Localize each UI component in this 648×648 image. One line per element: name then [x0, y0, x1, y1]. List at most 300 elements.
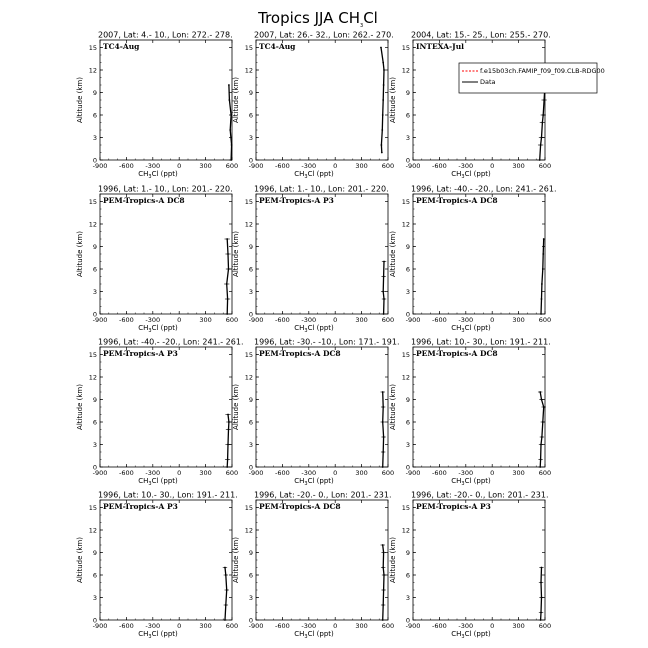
x-tick-label: 0: [177, 622, 182, 630]
plot-frame: [100, 40, 232, 160]
data-point: [382, 619, 384, 621]
x-tick-label: 300: [355, 469, 368, 477]
panel-title: 2004, Lat: 15.- 25., Lon: 255.- 270.: [411, 30, 551, 40]
y-tick-label: 12: [401, 526, 410, 535]
data-point: [230, 159, 232, 161]
y-axis-label: Altitude (km): [232, 384, 240, 430]
x-tick-label: -600: [275, 162, 290, 170]
x-axis-label-sub: 3: [461, 328, 465, 334]
x-axis-label-tail: Cl (ppt): [151, 324, 178, 332]
x-axis-label-main: CH: [294, 630, 305, 638]
plot-frame: [256, 40, 388, 160]
panel-annotation: INTEXA-Jul: [416, 42, 464, 51]
y-tick-label: 6: [248, 571, 253, 580]
y-tick-label: 9: [248, 395, 253, 404]
panel-title: 1996, Lat: 1.- 10., Lon: 201.- 220.: [254, 184, 389, 194]
x-tick-label: 0: [333, 316, 338, 324]
x-tick-label: 300: [199, 469, 212, 477]
plot-frame: [413, 500, 545, 620]
y-tick-label: 12: [401, 373, 410, 382]
panel-title: 1996, Lat: -20.- 0., Lon: 201.- 231.: [254, 490, 392, 500]
x-tick-label: 600: [381, 469, 395, 477]
x-axis-label-sub: 3: [461, 481, 465, 487]
data-point: [539, 391, 541, 393]
panel-1: [76, 31, 238, 181]
y-tick-label: 15: [401, 503, 410, 512]
data-point: [383, 261, 385, 263]
data-point: [382, 567, 384, 569]
x-tick-label: 600: [225, 622, 239, 630]
data-point: [227, 459, 229, 461]
x-tick-label: -300: [301, 316, 317, 324]
x-axis-label-tail: Cl (ppt): [464, 324, 491, 332]
data-line: [383, 392, 384, 467]
data-point: [383, 552, 385, 554]
x-tick-label: -600: [432, 622, 447, 630]
panel-annotation: PEM-Tropics-A DC8: [259, 502, 341, 511]
x-tick-label: 600: [225, 316, 239, 324]
x-tick-label: 0: [490, 316, 495, 324]
y-tick-label: 12: [88, 373, 97, 382]
data-point: [541, 122, 543, 124]
x-axis-label-main: CH: [138, 630, 149, 638]
panel-annotation: PEM-Tropics-A DC8: [416, 196, 498, 205]
data-point: [226, 283, 228, 285]
y-tick-label: 3: [405, 440, 410, 449]
y-tick-label: 6: [92, 111, 97, 120]
panel-title: 1996, Lat: -30.- -10., Lon: 171.- 191.: [254, 337, 400, 347]
y-tick-label: 3: [92, 593, 97, 602]
x-tick-label: 300: [199, 316, 212, 324]
y-tick-label: 0: [248, 310, 253, 319]
x-axis-label-tail: Cl (ppt): [151, 477, 178, 485]
plot-frame: [100, 500, 232, 620]
data-line: [540, 392, 544, 467]
y-tick-label: 6: [248, 418, 253, 427]
data-point: [382, 291, 384, 293]
data-point: [541, 283, 543, 285]
x-tick-label: -600: [275, 469, 290, 477]
data-point: [382, 99, 384, 101]
data-point: [383, 589, 385, 591]
y-axis-label: Altitude (km): [76, 537, 84, 583]
y-tick-label: 12: [244, 220, 253, 229]
x-axis-label: [294, 170, 334, 180]
y-tick-label: 6: [405, 571, 410, 580]
data-point: [382, 604, 384, 606]
data-point: [383, 436, 385, 438]
x-axis-label-main: CH: [294, 477, 305, 485]
y-tick-label: 6: [92, 571, 97, 580]
x-tick-label: 600: [381, 316, 395, 324]
x-axis-label-tail: Cl (ppt): [307, 170, 334, 178]
x-tick-label: -900: [405, 316, 421, 324]
x-axis-label: [294, 324, 334, 334]
y-axis-label: Altitude (km): [389, 537, 397, 583]
x-axis-label: [294, 477, 334, 487]
y-tick-label: 12: [88, 66, 97, 75]
y-tick-label: 12: [244, 66, 253, 75]
x-axis-label-main: CH: [451, 630, 462, 638]
data-point: [541, 137, 543, 139]
y-axis-label: Altitude (km): [232, 537, 240, 583]
plot-frame: [413, 347, 545, 467]
plot-frame: [256, 347, 388, 467]
x-tick-label: -600: [119, 316, 134, 324]
data-line: [227, 239, 229, 314]
data-point: [541, 399, 543, 401]
y-tick-label: 12: [401, 66, 410, 75]
x-tick-label: 600: [381, 622, 395, 630]
x-axis-label-tail: Cl (ppt): [151, 630, 178, 638]
data-point: [540, 582, 542, 584]
y-tick-label: 15: [88, 350, 97, 359]
plot-frame: [413, 40, 545, 160]
x-tick-label: 0: [490, 622, 495, 630]
data-line: [383, 545, 384, 620]
data-point: [231, 144, 233, 146]
x-tick-label: 600: [225, 162, 239, 170]
x-axis-label-tail: Cl (ppt): [464, 477, 491, 485]
panel-8: [232, 338, 400, 488]
y-tick-label: 15: [401, 197, 410, 206]
y-tick-label: 12: [244, 526, 253, 535]
data-point: [228, 99, 230, 101]
y-tick-label: 6: [248, 265, 253, 274]
panel-annotation: PEM-Tropics-A P3: [103, 349, 178, 358]
data-point: [543, 238, 545, 240]
x-tick-label: -900: [248, 162, 264, 170]
panel-title: 2007, Lat: 26.- 32., Lon: 262.- 270.: [254, 30, 394, 40]
x-axis-label-sub: 3: [304, 634, 308, 640]
data-point: [228, 429, 230, 431]
panel-3: [389, 31, 605, 181]
data-point: [226, 589, 228, 591]
data-point: [382, 391, 384, 393]
panel-annotation: PEM-Tropics-A DC8: [259, 349, 341, 358]
data-point: [224, 567, 226, 569]
legend-label: f.e15b03ch.FAMIP_f09_f09.CLB-RDG00: [480, 67, 605, 75]
y-tick-label: 0: [405, 616, 410, 625]
x-tick-label: -600: [119, 162, 134, 170]
y-tick-label: 9: [248, 548, 253, 557]
data-point: [228, 421, 230, 423]
y-tick-label: 6: [92, 265, 97, 274]
x-axis-label: [451, 324, 491, 334]
panel-9: [389, 338, 551, 488]
panel-title: 1996, Lat: 10.- 30., Lon: 191.- 211.: [98, 490, 238, 500]
panel-title: 1996, Lat: -20.- 0., Lon: 201.- 231.: [411, 490, 549, 500]
y-tick-label: 6: [405, 265, 410, 274]
x-tick-label: -300: [145, 316, 161, 324]
y-tick-label: 15: [401, 43, 410, 52]
y-tick-label: 15: [244, 197, 253, 206]
y-axis-label: Altitude (km): [232, 77, 240, 123]
data-point: [226, 313, 228, 315]
x-tick-label: -900: [405, 162, 421, 170]
legend-label: Data: [480, 78, 496, 86]
y-tick-label: 0: [248, 156, 253, 165]
x-axis-label-sub: 3: [148, 634, 152, 640]
x-tick-label: 300: [512, 622, 525, 630]
panel-title: 1996, Lat: -40.- -20., Lon: 241.- 261.: [411, 184, 557, 194]
x-tick-label: 0: [490, 162, 495, 170]
panel-7: [76, 338, 244, 488]
figure-title: Tropics JJA $CH_3Cl$: [258, 9, 378, 29]
data-point: [543, 99, 545, 101]
y-tick-label: 15: [401, 350, 410, 359]
data-point: [227, 414, 229, 416]
panel-annotation: PEM-Tropics-A DC8: [416, 349, 498, 358]
x-tick-label: -300: [301, 469, 317, 477]
x-tick-label: -900: [248, 469, 264, 477]
panel-annotation: PEM-Tropics-A P3: [103, 502, 178, 511]
data-point: [382, 406, 384, 408]
y-tick-label: 0: [92, 616, 97, 625]
y-tick-label: 0: [405, 310, 410, 319]
x-tick-label: -300: [145, 622, 161, 630]
x-tick-label: 600: [538, 622, 552, 630]
y-axis-label: Altitude (km): [232, 231, 240, 277]
x-axis-label: [294, 630, 334, 640]
x-axis-label: [451, 630, 491, 640]
panel-4: [76, 185, 238, 335]
x-axis-label-tail: Cl (ppt): [151, 170, 178, 178]
data-point: [225, 574, 227, 576]
panel-annotation: TC4-Aug: [103, 42, 140, 51]
data-point: [382, 421, 384, 423]
panel-title: 1996, Lat: 1.- 10., Lon: 201.- 220.: [98, 184, 233, 194]
x-tick-label: 600: [538, 162, 552, 170]
data-point: [226, 238, 228, 240]
x-axis-label-main: CH: [451, 477, 462, 485]
x-tick-label: -300: [145, 469, 161, 477]
x-axis-label-sub: 3: [461, 174, 465, 180]
x-tick-label: -600: [119, 622, 134, 630]
x-tick-label: 300: [199, 162, 212, 170]
x-tick-label: 300: [512, 316, 525, 324]
x-axis-label-main: CH: [138, 324, 149, 332]
panel-annotation: TC4-Aug: [259, 42, 296, 51]
y-tick-label: 9: [92, 548, 97, 557]
panel-title: 1996, Lat: -40.- -20., Lon: 241.- 261.: [98, 337, 244, 347]
panel-annotation: PEM-Tropics-A DC8: [103, 196, 185, 205]
x-tick-label: 300: [199, 622, 212, 630]
data-point: [542, 421, 544, 423]
y-tick-label: 6: [405, 111, 410, 120]
data-point: [542, 114, 544, 116]
panel-title: 2007, Lat: 4.- 10., Lon: 272.- 278.: [98, 30, 233, 40]
x-tick-label: -900: [92, 316, 108, 324]
y-tick-label: 3: [248, 287, 253, 296]
x-axis-label-main: CH: [451, 324, 462, 332]
x-axis-label-main: CH: [294, 170, 305, 178]
x-tick-label: 300: [512, 162, 525, 170]
x-axis-label-sub: 3: [304, 174, 308, 180]
data-point: [382, 62, 384, 64]
data-point: [227, 298, 229, 300]
data-point: [541, 597, 543, 599]
x-axis-label: [138, 324, 178, 334]
data-point: [382, 544, 384, 546]
y-tick-label: 6: [405, 418, 410, 427]
x-tick-label: 0: [490, 469, 495, 477]
x-tick-label: 600: [538, 316, 552, 324]
data-point: [383, 574, 385, 576]
x-tick-label: 600: [381, 162, 395, 170]
data-point: [383, 313, 385, 315]
panel-title: 1996, Lat: 10.- 30., Lon: 191.- 211.: [411, 337, 551, 347]
x-tick-label: 300: [512, 469, 525, 477]
x-axis-label-tail: Cl (ppt): [307, 630, 334, 638]
data-point: [225, 604, 227, 606]
x-axis-label-tail: Cl (ppt): [464, 630, 491, 638]
x-tick-label: -300: [301, 162, 317, 170]
data-point: [540, 444, 542, 446]
data-point: [226, 466, 228, 468]
y-tick-label: 0: [405, 463, 410, 472]
x-tick-label: -300: [458, 162, 474, 170]
data-point: [383, 69, 385, 71]
y-axis-label: Altitude (km): [389, 384, 397, 430]
y-tick-label: 9: [405, 395, 410, 404]
data-point: [224, 619, 226, 621]
y-tick-label: 15: [88, 43, 97, 52]
x-axis-label: [138, 170, 178, 180]
data-point: [540, 619, 542, 621]
x-axis-label: [138, 630, 178, 640]
plot-frame: [256, 500, 388, 620]
y-tick-label: 15: [244, 43, 253, 52]
data-point: [228, 84, 230, 86]
data-point: [381, 144, 383, 146]
panel-10: [76, 491, 238, 641]
x-axis-label-sub: 3: [148, 328, 152, 334]
data-point: [228, 268, 230, 270]
x-tick-label: -900: [92, 622, 108, 630]
x-tick-label: 0: [333, 162, 338, 170]
y-tick-label: 0: [92, 156, 97, 165]
x-tick-label: 300: [355, 316, 368, 324]
y-tick-label: 3: [248, 440, 253, 449]
x-tick-label: -600: [275, 316, 290, 324]
legend: [459, 63, 605, 93]
x-axis-label-sub: 3: [148, 481, 152, 487]
y-tick-label: 6: [248, 111, 253, 120]
x-tick-label: -600: [119, 469, 134, 477]
x-tick-label: 300: [355, 622, 368, 630]
x-tick-label: 0: [177, 162, 182, 170]
y-tick-label: 3: [92, 440, 97, 449]
y-tick-label: 0: [92, 463, 97, 472]
data-point: [539, 159, 541, 161]
x-tick-label: 0: [333, 469, 338, 477]
data-point: [540, 313, 542, 315]
y-axis-label: Altitude (km): [76, 384, 84, 430]
y-tick-label: 3: [248, 133, 253, 142]
x-tick-label: -600: [275, 622, 290, 630]
x-tick-label: -900: [248, 316, 264, 324]
x-axis-label-tail: Cl (ppt): [307, 477, 334, 485]
x-axis-label-sub: 3: [304, 481, 308, 487]
y-tick-label: 12: [88, 526, 97, 535]
data-point: [540, 144, 542, 146]
data-point: [381, 129, 383, 131]
plot-frame: [256, 194, 388, 314]
y-tick-label: 3: [92, 133, 97, 142]
x-axis-label-sub: 3: [461, 634, 465, 640]
x-tick-label: 0: [333, 622, 338, 630]
y-tick-label: 3: [248, 593, 253, 602]
y-tick-label: 0: [248, 616, 253, 625]
x-axis-label-tail: Cl (ppt): [307, 324, 334, 332]
panel-annotation: PEM-Tropics-A P3: [259, 196, 334, 205]
data-point: [229, 129, 231, 131]
data-point: [542, 268, 544, 270]
data-point: [541, 567, 543, 569]
y-tick-label: 12: [401, 220, 410, 229]
y-tick-label: 3: [92, 287, 97, 296]
y-tick-label: 9: [405, 548, 410, 557]
x-tick-label: -900: [405, 469, 421, 477]
x-axis-label: [451, 477, 491, 487]
x-tick-label: 600: [225, 469, 239, 477]
x-tick-label: 300: [355, 162, 368, 170]
x-axis-label-sub: 3: [304, 328, 308, 334]
y-tick-label: 12: [88, 220, 97, 229]
x-tick-label: -300: [458, 316, 474, 324]
y-tick-label: 12: [244, 373, 253, 382]
x-tick-label: -600: [432, 469, 447, 477]
panel-5: [232, 185, 394, 335]
panel-2: [232, 31, 394, 181]
y-tick-label: 0: [405, 156, 410, 165]
panel-12: [389, 491, 551, 641]
x-axis-label-tail: Cl (ppt): [464, 170, 491, 178]
plot-frame: [100, 347, 232, 467]
y-tick-label: 15: [88, 197, 97, 206]
data-point: [382, 451, 384, 453]
x-tick-label: -900: [92, 469, 108, 477]
x-axis-label: [138, 477, 178, 487]
y-tick-label: 6: [92, 418, 97, 427]
x-axis-label: [451, 170, 491, 180]
x-axis-label-main: CH: [138, 170, 149, 178]
panel-6: [389, 185, 557, 335]
x-tick-label: -300: [145, 162, 161, 170]
y-axis-label: Altitude (km): [389, 231, 397, 277]
data-point: [543, 406, 545, 408]
data-point: [542, 253, 544, 255]
data-point: [540, 612, 542, 614]
y-tick-label: 0: [248, 463, 253, 472]
x-tick-label: -900: [248, 622, 264, 630]
y-tick-label: 9: [405, 88, 410, 97]
y-axis-label: Altitude (km): [76, 77, 84, 123]
x-tick-label: -900: [405, 622, 421, 630]
data-point: [380, 47, 382, 49]
plot-frame: [100, 194, 232, 314]
data-point: [383, 298, 385, 300]
panel-11: [232, 491, 394, 641]
x-axis-label-sub: 3: [148, 174, 152, 180]
y-tick-label: 15: [244, 503, 253, 512]
data-point: [383, 276, 385, 278]
data-point: [539, 466, 541, 468]
data-point: [383, 84, 385, 86]
data-point: [541, 298, 543, 300]
plot-frame: [413, 194, 545, 314]
